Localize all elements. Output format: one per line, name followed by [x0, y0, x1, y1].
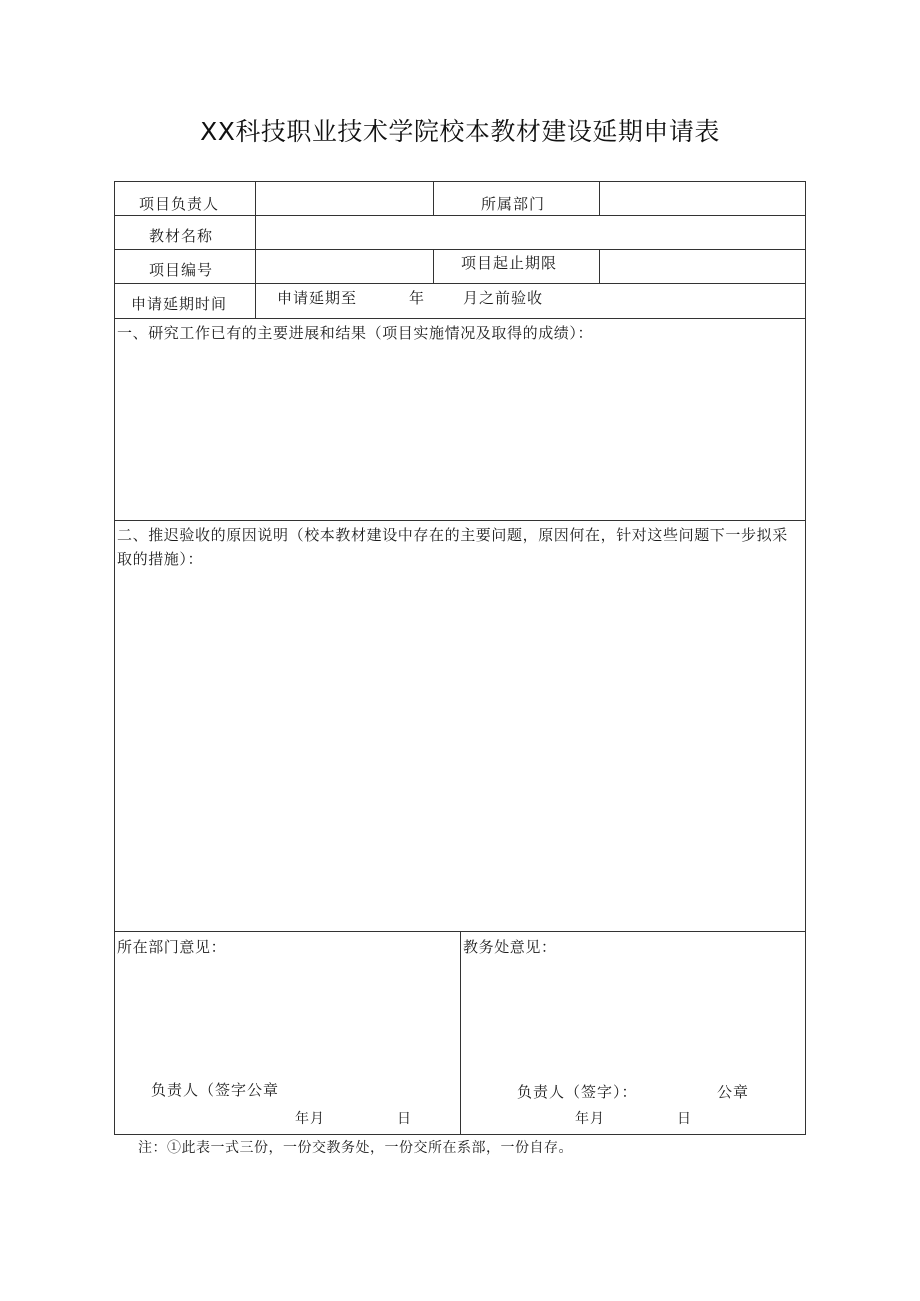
- department-field[interactable]: [600, 182, 805, 215]
- progress-text-area[interactable]: [115, 346, 805, 520]
- row-divider: [115, 318, 805, 319]
- column-divider: [433, 182, 434, 215]
- extension-time-label: 申请延期时间: [131, 295, 228, 313]
- department-opinion-label: 所在部门意见：: [117, 938, 227, 956]
- extension-suffix: 月之前验收: [463, 289, 544, 307]
- textbook-name-label: 教材名称: [149, 227, 214, 245]
- academic-affairs-opinion-area[interactable]: [461, 962, 805, 1082]
- footnote: 注：①此表一式三份，一份交教务处，一份交所在系部，一份自存。: [138, 1140, 573, 1156]
- academic-seal-label: 公章: [717, 1083, 750, 1101]
- department-signature-label: 负责人（签字公章: [151, 1081, 280, 1099]
- textbook-name-field[interactable]: [256, 216, 805, 249]
- leader-label: 项目负责人: [139, 195, 220, 213]
- academic-signature-label: 负责人（签字）：: [517, 1083, 638, 1101]
- application-form-table: [114, 181, 806, 1135]
- row-divider: [115, 520, 805, 521]
- column-divider: [433, 249, 434, 283]
- form-title: XX科技职业技术学院校本教材建设延期申请表: [200, 117, 720, 146]
- academic-day: 日: [677, 1111, 692, 1127]
- department-day: 日: [397, 1111, 412, 1127]
- academic-year-month: 年月: [575, 1111, 605, 1127]
- project-period-label: 项目起止期限: [461, 254, 558, 272]
- leader-field[interactable]: [256, 182, 433, 215]
- project-period-field[interactable]: [600, 250, 805, 283]
- department-label: 所属部门: [481, 195, 546, 213]
- extension-year: 年: [409, 289, 426, 307]
- department-opinion-area[interactable]: [115, 962, 460, 1082]
- extension-prefix: 申请延期至: [277, 289, 358, 307]
- row-divider: [115, 283, 805, 284]
- reason-heading: 二、推迟验收的原因说明（校本教材建设中存在的主要问题，原因何在，针对这些问题下一步拟采取的措施）：: [117, 526, 788, 568]
- project-number-label: 项目编号: [149, 261, 214, 279]
- reason-text-area[interactable]: [115, 574, 805, 931]
- department-year-month: 年月: [295, 1111, 325, 1127]
- progress-heading: 一、研究工作已有的主要进展和结果（项目实施情况及取得的成绩）：: [117, 324, 594, 342]
- project-number-field[interactable]: [256, 250, 433, 283]
- academic-affairs-opinion-label: 教务处意见：: [463, 938, 557, 956]
